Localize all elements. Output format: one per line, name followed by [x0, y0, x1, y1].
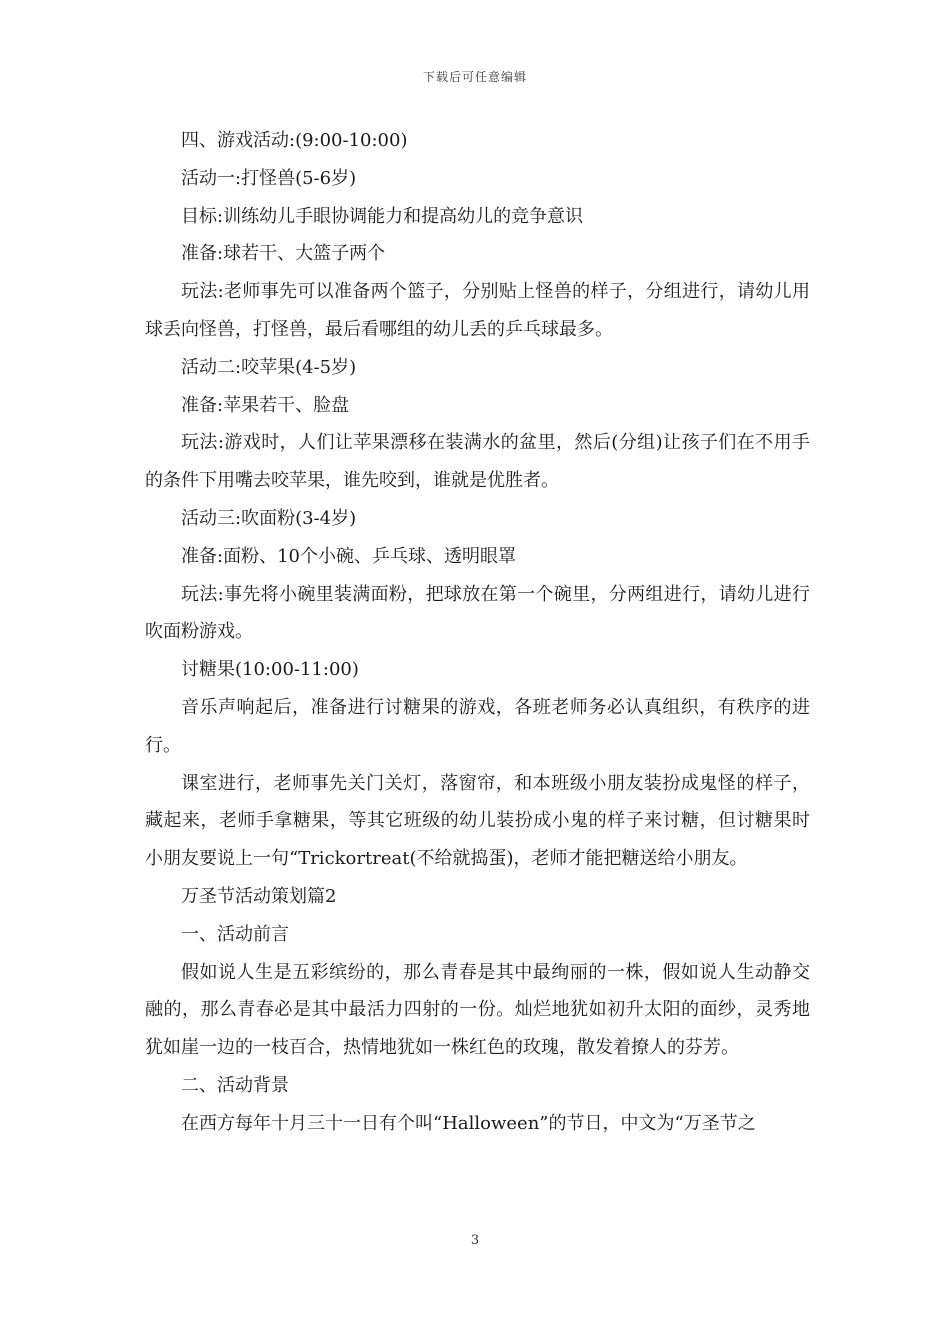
section-title-plan-2: 万圣节活动策划篇2 — [181, 885, 337, 907]
document-body — [145, 122, 810, 1143]
heading-activity-background: 二、活动背景 — [181, 1074, 289, 1096]
candy-paragraph-1: 音乐声响起后，准备进行讨糖果的游戏，各班老师务必认真组织，有秩序的进行。 — [145, 696, 810, 756]
activity-three-preparation: 准备:面粉、10个小碗、乒乓球、透明眼罩 — [181, 545, 516, 567]
heading-game-activities: 四、游戏活动:(9:00-10:00) — [181, 130, 408, 151]
candy-section-title: 讨糖果(10:00-11:00) — [181, 659, 359, 681]
activity-one-preparation: 准备:球若干、大篮子两个 — [181, 243, 386, 265]
page-header: 下载后可任意编辑 — [422, 70, 527, 84]
heading-activity-preface: 一、活动前言 — [181, 923, 289, 945]
activity-three-title: 活动三:吹面粉(3-4岁) — [181, 507, 357, 529]
page-number: 3 — [470, 1233, 480, 1248]
activity-three-rules: 玩法:事先将小碗里装满面粉，把球放在第一个碗里，分两组进行，请幼儿进行吹面粉游戏。 — [145, 583, 810, 643]
preface-paragraph: 假如说人生是五彩缤纷的，那么青春是其中最绚丽的一株，假如说人生动静交融的，那么青春必是其中最活力四射的一份。灿烂地犹如初升太阳的面纱，灵秀地犹如崖一边的一枝百合，热情地犹如一株红色的玫瑰，散发着撩人的芬芳。 — [145, 961, 810, 1059]
activity-one-title: 活动一:打怪兽(5-6岁) — [181, 167, 357, 189]
activity-two-rules: 玩法:游戏时，人们让苹果漂移在装满水的盆里，然后(分组)让孩子们在不用手的条件下用嘴去咬苹果，谁先咬到，谁就是优胜者。 — [145, 432, 810, 492]
background-paragraph: 在西方每年十月三十一日有个叫“Halloween”的节日，中文为“万圣节之 — [181, 1112, 756, 1134]
activity-one-goal: 目标:训练幼儿手眼协调能力和提高幼儿的竞争意识 — [181, 205, 584, 227]
activity-two-preparation: 准备:苹果若干、脸盘 — [181, 394, 350, 416]
activity-two-title: 活动二:咬苹果(4-5岁) — [181, 356, 357, 378]
candy-paragraph-2: 课室进行，老师事先关门关灯，落窗帘，和本班级小朋友装扮成鬼怪的样子，藏起来，老师手拿糖果，等其它班级的幼儿装扮成小鬼的样子来讨糖，但讨糖果时小朋友要说上一句“Trickortreat(不给就捣蛋)，老师才能把糖送给小朋友。 — [145, 772, 810, 870]
activity-one-rules: 玩法:老师事先可以准备两个篮子，分别贴上怪兽的样子，分组进行，请幼儿用球丢向怪兽，打怪兽，最后看哪组的幼儿丢的乒乓球最多。 — [145, 281, 810, 340]
